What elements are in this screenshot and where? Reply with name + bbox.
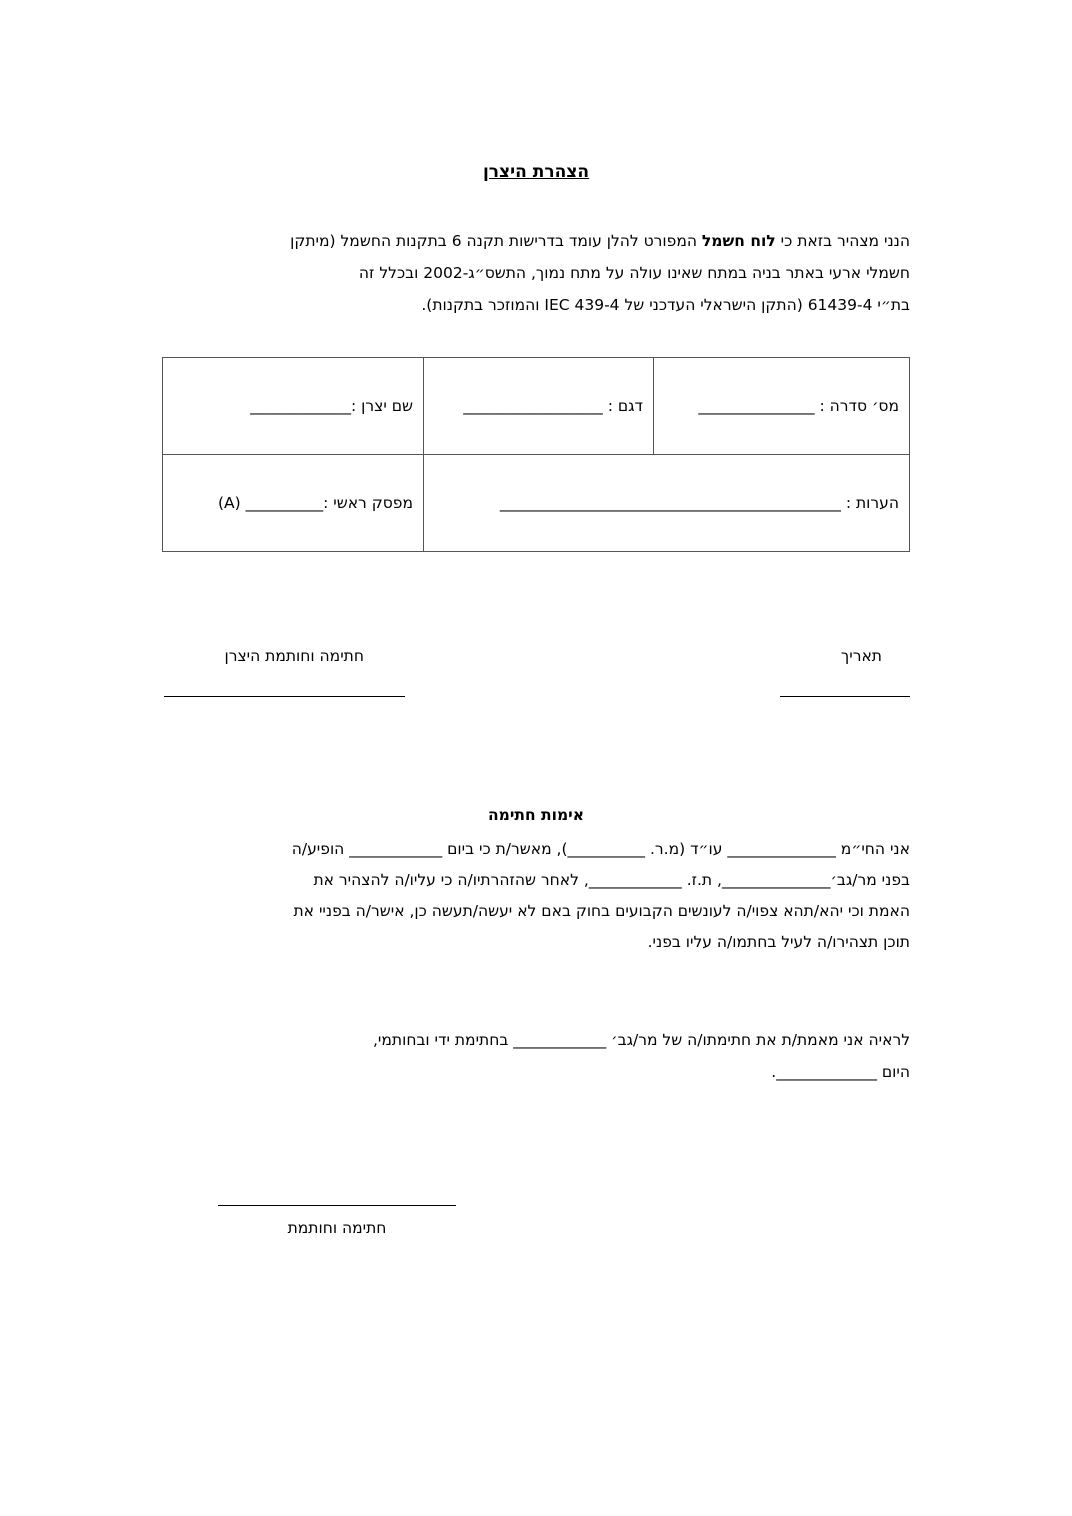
- manufacturer-form-table: [162, 357, 910, 552]
- intro-line-3: בת״י 61439-4 (התקן הישראלי העדכני של IEC 439-4 והמוזכר בתקנות).: [421, 296, 910, 314]
- model-field[interactable]: דגם : __________________: [424, 358, 654, 455]
- serial-number-field[interactable]: מס׳ סדרה : _______________: [654, 358, 910, 455]
- main-breaker-field[interactable]: מפסק ראשי :__________ (A): [163, 455, 424, 552]
- verification-line-1: אני החי״מ ______________ עו״ד (מ.ר. __________), מאשר/ת כי ביום ____________ הופיע/ה: [291, 840, 910, 858]
- attestation-paragraph: [163, 1024, 910, 1088]
- intro-bold-term: לוח חשמל: [701, 232, 776, 250]
- intro-paragraph: [163, 225, 910, 321]
- page-title: הצהרת היצרן: [482, 162, 590, 182]
- notes-field[interactable]: הערות : ____________________________________________: [424, 455, 910, 552]
- attestation-line-1: לראיה אני מאמת/ת את חתימתו/ה של מר/גב׳ ____________ בחתימת ידי ובחותמי,: [372, 1031, 910, 1049]
- verification-paragraph: [163, 834, 910, 958]
- verification-heading: אימות חתימה: [487, 806, 585, 824]
- manufacturer-signature-label: חתימה וחותמת היצרן: [224, 647, 364, 665]
- intro-line-2: חשמלי ארעי באתר בניה במתח שאינו עולה על מתח נמוך, התשס״ג-2002 ובכלל זה: [358, 264, 910, 282]
- date-label: תאריך: [840, 647, 882, 665]
- manufacturer-name-field[interactable]: שם יצרן :_____________: [163, 358, 424, 455]
- date-line[interactable]: [780, 696, 910, 697]
- verification-line-4: תוכן תצהירו/ה לעיל בחתמו/ה עליו בפני.: [647, 933, 910, 951]
- verification-line-3: האמת וכי יהא/תהא צפוי/ה לעונשים הקבועים בחוק באם לא יעשה/תעשה כן, אישר/ה בפניי את: [293, 902, 910, 920]
- manufacturer-signature-line[interactable]: [164, 696, 405, 697]
- verification-line-2: בפני מר/גב׳______________, ת.ז. ____________, לאחר שהזהרתיו/ה כי עליו/ה להצהיר את: [313, 871, 910, 889]
- intro-line-1: הנני מצהיר בזאת כי לוח חשמל המפורט להלן עומד בדרישות תקנה 6 בתקנות החשמל (מיתקן: [290, 232, 910, 250]
- attorney-signature-line[interactable]: [218, 1205, 456, 1206]
- attestation-line-2: היום _____________.: [771, 1063, 910, 1081]
- attorney-signature-label: חתימה וחותמת: [287, 1219, 387, 1237]
